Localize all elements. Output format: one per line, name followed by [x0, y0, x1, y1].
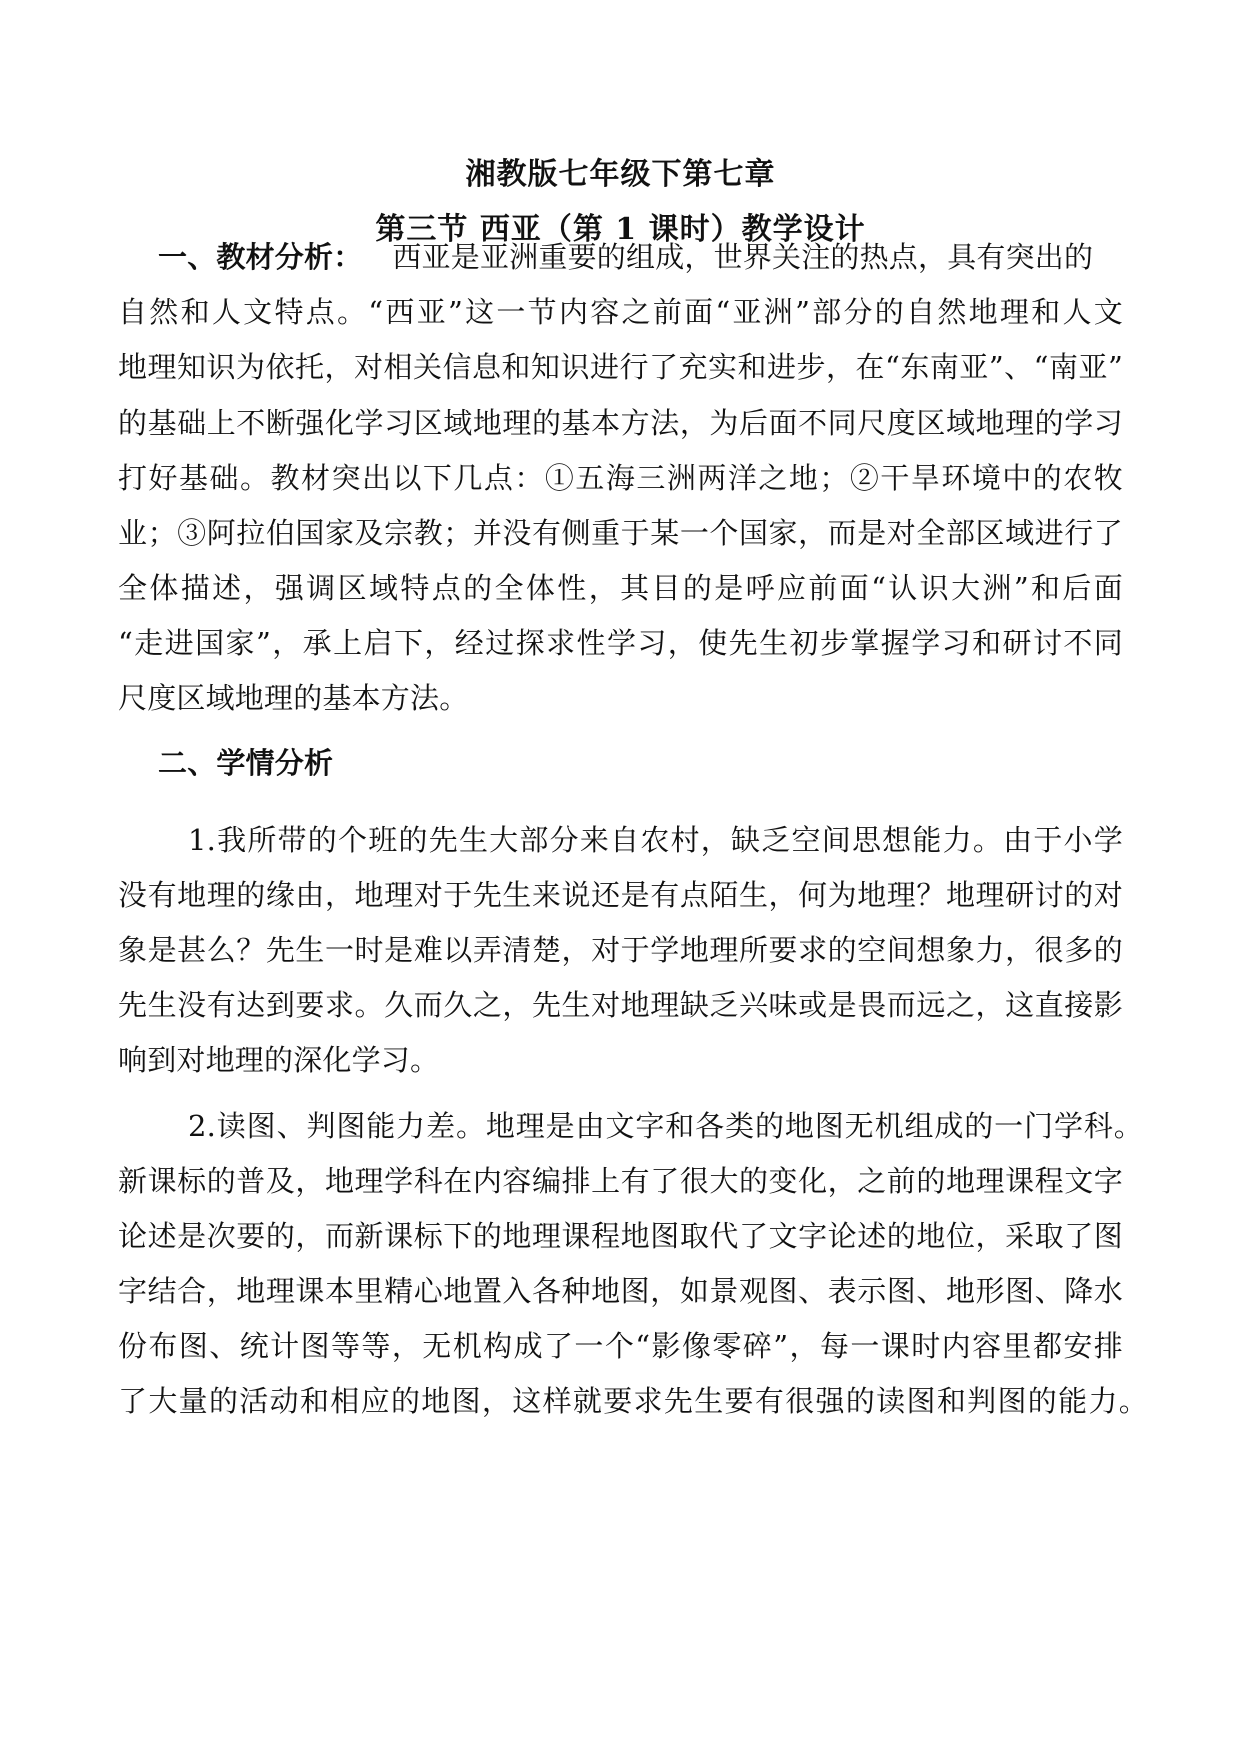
- paragraph-line: 1.我所带的个班的先生大部分来自农村，缺乏空间思想能力。由于小学: [188, 823, 1123, 857]
- paragraph-line: 论述是次要的，而新课标下的地理课程地图取代了文字论述的地位，采取了图: [118, 1219, 1123, 1253]
- paragraph-line: 的基础上不断强化学习区域地理的基本方法，为后面不同尺度区域地理的学习: [118, 406, 1123, 440]
- document-subtitle: 第三节 西亚（第 1 课时）教学设计: [375, 212, 866, 247]
- paragraph-line: 业；③阿拉伯国家及宗教；并没有侧重于某一个国家，而是对全部区域进行了: [118, 516, 1123, 550]
- paragraph-line: 自然和人文特点。“西亚”这一节内容之前面“亚洲”部分的自然地理和人文: [118, 295, 1123, 329]
- paragraph-line: 2.读图、判图能力差。地理是由文字和各类的地图无机组成的一门学科。: [188, 1109, 1143, 1143]
- paragraph-line: 打好基础。教材突出以下几点：①五海三洲两洋之地；②干旱环境中的农牧: [118, 461, 1123, 495]
- paragraph-line: 响到对地理的深化学习。: [118, 1043, 440, 1077]
- paragraph-line: 新课标的普及，地理学科在内容编排上有了很大的变化，之前的地理课程文字: [118, 1164, 1123, 1198]
- section1-heading: 一、教材分析：: [158, 240, 363, 274]
- document-title: 湘教版七年级下第七章: [465, 157, 776, 192]
- paragraph-line: 西亚是亚洲重要的组成，世界关注的热点，具有突出的: [392, 240, 1094, 274]
- section2-heading: 二、学情分析: [158, 746, 334, 780]
- paragraph-line: 尺度区域地理的基本方法。: [118, 681, 469, 715]
- paragraph-line: 没有地理的缘由，地理对于先生来说还是有点陌生，何为地理？地理研讨的对: [118, 878, 1123, 912]
- paragraph-line: 先生没有达到要求。久而久之，先生对地理缺乏兴味或是畏而远之，这直接影: [118, 988, 1123, 1022]
- paragraph-line: 地理知识为依托，对相关信息和知识进行了充实和进步，在“东南亚”、“南亚”: [118, 350, 1123, 384]
- paragraph-line: 字结合，地理课本里精心地置入各种地图，如景观图、表示图、地形图、降水: [118, 1274, 1123, 1308]
- paragraph-line: 全体描述，强调区域特点的全体性，其目的是呼应前面“认识大洲”和后面: [118, 571, 1123, 605]
- paragraph-line: 份布图、统计图等等，无机构成了一个“影像零碎”，每一课时内容里都安排: [118, 1329, 1123, 1363]
- paragraph-line: 了大量的活动和相应的地图，这样就要求先生要有很强的读图和判图的能力。: [118, 1384, 1148, 1418]
- paragraph-line: 象是甚么？先生一时是难以弄清楚，对于学地理所要求的空间想象力，很多的: [118, 933, 1123, 967]
- paragraph-line: “走进国家”，承上启下，经过探求性学习，使先生初步掌握学习和研讨不同: [118, 626, 1123, 660]
- section1-first-line: [158, 237, 1123, 277]
